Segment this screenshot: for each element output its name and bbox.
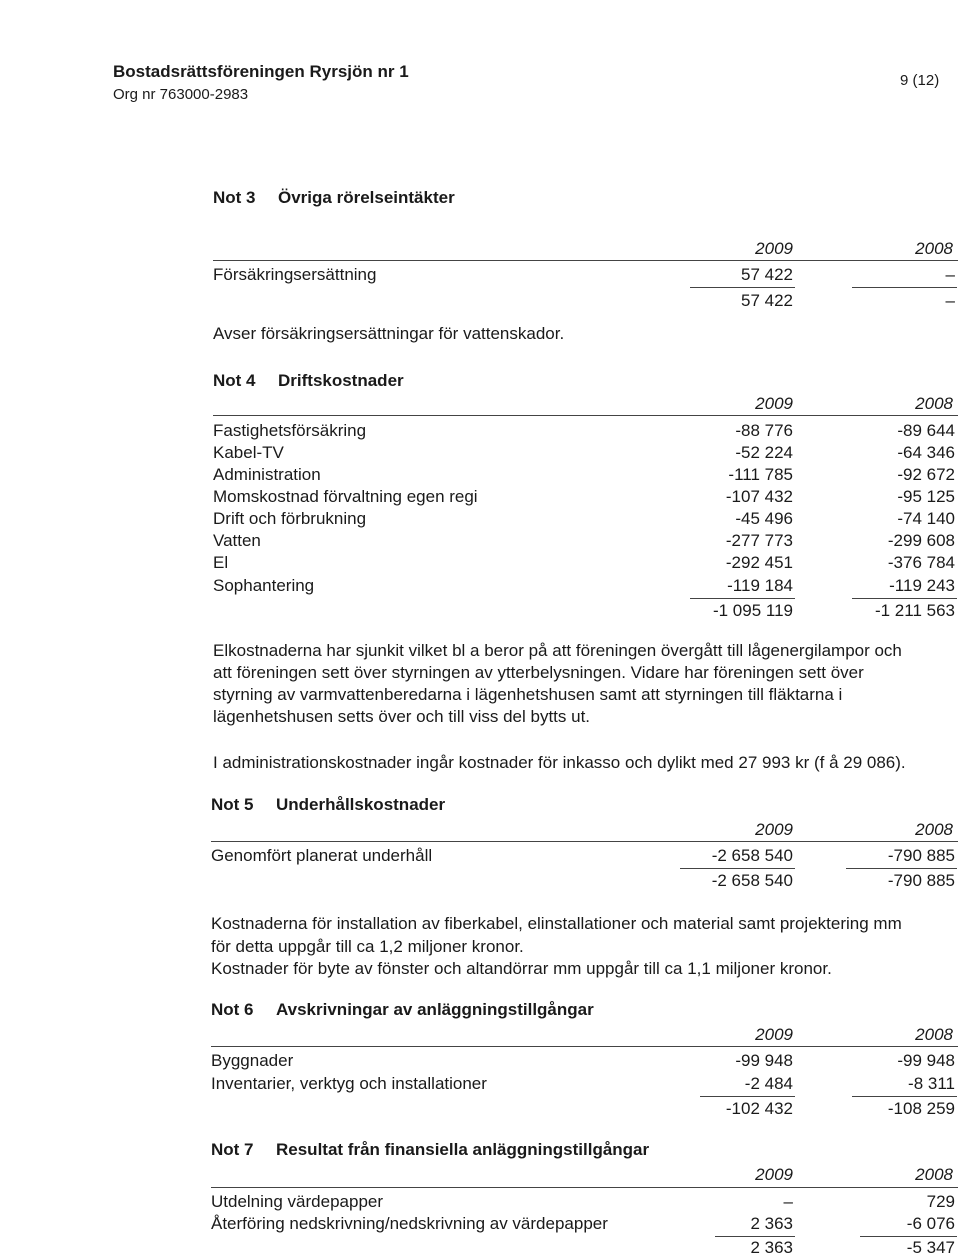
note7-row-label: Utdelning värdepapper <box>211 1192 384 1211</box>
note3-row-2009: 57 422 <box>741 265 793 284</box>
note5-sum-rule-2009 <box>680 868 795 869</box>
note7-header-rule <box>211 1187 958 1188</box>
note4-row-2009: -45 496 <box>735 509 793 528</box>
note4-row-label: Momskostnad förvaltning egen regi <box>213 487 478 506</box>
note7-row-2008: 729 <box>926 1192 955 1211</box>
note6-row-label: Byggnader <box>211 1051 294 1070</box>
note6-title: Avskrivningar av anläggningstillgångar <box>276 1000 594 1019</box>
note3-row-2008: – <box>945 265 955 284</box>
note7-row-2009: 2 363 <box>750 1214 793 1233</box>
note6-header-rule <box>211 1046 958 1047</box>
note4-year-2009: 2009 <box>755 394 793 413</box>
note4-admin-paragraph: I administrationskostnader ingår kostnader för inkasso och dylikt med 27 993 kr (f å 29 086). <box>213 753 906 772</box>
note4-row-label: Vatten <box>213 531 261 550</box>
note4-header-rule <box>213 415 958 416</box>
note7-year-2009: 2009 <box>755 1165 793 1184</box>
note5-paragraph-line: för detta uppgår till ca 1,2 miljoner kronor. <box>211 937 524 956</box>
note6-total-2009: -102 432 <box>725 1099 793 1118</box>
note3-year-2008: 2008 <box>915 239 953 258</box>
note4-title: Driftskostnader <box>278 371 404 390</box>
note4-row-2009: -88 776 <box>735 421 793 440</box>
note7-row-2009: – <box>783 1192 793 1211</box>
note5-sum-rule-2008 <box>846 868 957 869</box>
note6-year-2008: 2008 <box>915 1025 953 1044</box>
note7-title: Resultat från finansiella anläggningstillgångar <box>276 1140 650 1159</box>
note7-total-2009: 2 363 <box>750 1238 793 1257</box>
note3-header-rule <box>213 260 958 261</box>
note4-row-label: Drift och förbrukning <box>213 509 367 528</box>
note3-row-label: Försäkringsersättning <box>213 265 377 284</box>
note3-sum-rule-2009 <box>690 287 795 288</box>
note4-paragraph-line: styrning av varmvattenberedarna i lägenhetshusen samt att styrningen till fläktarna i <box>213 685 843 704</box>
note5-row-label: Genomfört planerat underhåll <box>211 846 433 865</box>
note5-row-2008: -790 885 <box>887 846 955 865</box>
note4-row-2008: -92 672 <box>897 465 955 484</box>
note3-heading <box>213 188 455 208</box>
note5-total-2009: -2 658 540 <box>711 871 793 890</box>
note6-year-2009: 2009 <box>755 1025 793 1044</box>
note4-row-2009: -111 785 <box>728 465 793 484</box>
note6-total-2008: -108 259 <box>887 1099 955 1118</box>
note6-row-2009: -2 484 <box>744 1074 793 1093</box>
note4-year-2008: 2008 <box>915 394 953 413</box>
note5-total-2008: -790 885 <box>887 871 955 890</box>
note4-row-2008: -89 644 <box>897 421 955 440</box>
note4-total-2008: -1 211 563 <box>874 601 955 620</box>
note7-row-2008: -6 076 <box>906 1214 955 1233</box>
note4-row-label: Fastighetsförsäkring <box>213 421 367 440</box>
note5-row-2009: -2 658 540 <box>711 846 793 865</box>
note4-row-2008: -299 608 <box>887 531 955 550</box>
note7-heading <box>211 1140 649 1160</box>
note6-sum-rule-2009 <box>700 1096 795 1097</box>
note6-row-2009: -99 948 <box>735 1051 793 1070</box>
note5-header-rule <box>211 841 958 842</box>
note6-row-label: Inventarier, verktyg och installationer <box>211 1074 487 1093</box>
note5-number: Not 5 <box>211 795 254 814</box>
note4-row-2008: -74 140 <box>897 509 955 528</box>
note4-row-2009: -52 224 <box>735 443 793 462</box>
note4-row-2008: -64 346 <box>897 443 955 462</box>
note5-title: Underhållskostnader <box>276 795 446 814</box>
note6-sum-rule-2008 <box>852 1096 957 1097</box>
note4-paragraph-line: att föreningen sett över styrningen av ytterbelysningen. Vidare har föreningen sett över <box>213 663 864 682</box>
note4-row-label: Kabel-TV <box>213 443 284 462</box>
note4-paragraph-line: Elkostnaderna har sjunkit vilket bl a beror på att föreningen övergått till lågenergilampor och <box>213 641 902 660</box>
note3-total-2008: – <box>945 291 955 310</box>
note6-number: Not 6 <box>211 1000 254 1019</box>
note3-number: Not 3 <box>213 188 256 207</box>
note3-total-2009: 57 422 <box>741 291 793 310</box>
note4-row-2009: -107 432 <box>725 487 793 506</box>
note3-sum-rule-2008 <box>852 287 957 288</box>
note4-row-2008: -95 125 <box>897 487 955 506</box>
note6-row-2008: -8 311 <box>908 1074 955 1093</box>
note6-heading <box>211 1000 594 1020</box>
note6-row-2008: -99 948 <box>897 1051 955 1070</box>
page-number: 9 (12) <box>900 72 940 89</box>
note4-sum-rule-2009 <box>690 598 795 599</box>
organization-name: Bostadsrättsföreningen Ryrsjön nr 1 <box>113 62 409 81</box>
note4-row-2009: -119 184 <box>727 576 793 595</box>
note5-year-2008: 2008 <box>915 820 953 839</box>
note4-heading <box>213 371 404 391</box>
note4-row-2008: -119 243 <box>889 576 955 595</box>
note5-year-2009: 2009 <box>755 820 793 839</box>
note7-sum-rule-2008 <box>860 1236 957 1237</box>
note4-paragraph-line: lägenhetshusen setts över och till viss del bytts ut. <box>213 707 591 726</box>
note4-row-2008: -376 784 <box>887 553 955 572</box>
note3-title: Övriga rörelseintäkter <box>278 188 455 207</box>
note4-sum-rule-2008 <box>852 598 957 599</box>
note3-year-2009: 2009 <box>755 239 793 258</box>
note4-row-2009: -292 451 <box>725 553 793 572</box>
organization-number: Org nr 763000-2983 <box>113 86 249 103</box>
note4-row-label: Administration <box>213 465 321 484</box>
note5-heading <box>211 795 445 815</box>
note7-row-label: Återföring nedskrivning/nedskrivning av värdepapper <box>211 1214 608 1233</box>
note5-paragraph-line: Kostnader för byte av fönster och altandörrar mm uppgår till ca 1,1 miljoner kronor. <box>211 959 832 978</box>
note4-row-2009: -277 773 <box>725 531 793 550</box>
note7-number: Not 7 <box>211 1140 254 1159</box>
note3-comment: Avser försäkringsersättningar för vattenskador. <box>213 324 565 343</box>
note4-row-label: El <box>213 553 229 572</box>
note4-number: Not 4 <box>213 371 256 390</box>
note5-paragraph-line: Kostnaderna för installation av fiberkabel, elinstallationer och material samt projektering mm <box>211 914 902 933</box>
note7-year-2008: 2008 <box>915 1165 953 1184</box>
note4-row-label: Sophantering <box>213 576 315 595</box>
note7-total-2008: -5 347 <box>906 1238 955 1257</box>
note4-total-2009: -1 095 119 <box>712 601 793 620</box>
note7-sum-rule-2009 <box>715 1236 795 1237</box>
